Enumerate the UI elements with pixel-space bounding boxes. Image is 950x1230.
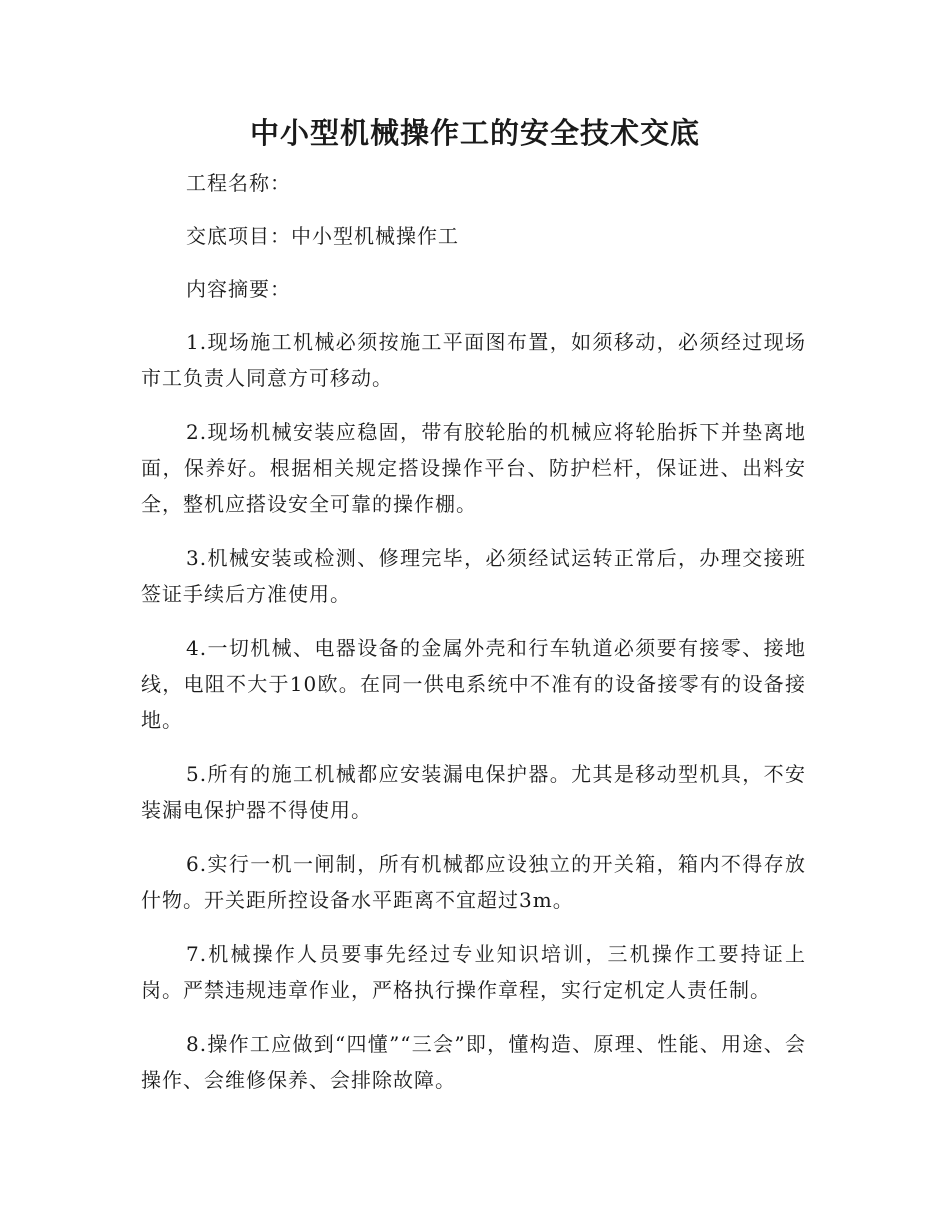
handover-item-field: 交底项目：中小型机械操作工 [186,224,459,248]
document-body [141,165,806,1116]
content-summary-label: 内容摘要： [186,277,291,301]
document-title: 中小型机械操作工的安全技术交底 [249,116,700,150]
clause-6: 6.实行一机一闸制，所有机械都应设独立的开关箱，箱内不得存放什物。开关距所控设备水平距离不宜超过3m。 [141,852,806,912]
clause-8: 8.操作工应做到“四懂”“三会”即，懂构造、原理、性能、用途、会操作、会维修保养、会排除故障。 [141,1032,806,1092]
clause-1: 1.现场施工机械必须按施工平面图布置，如须移动，必须经过现场市工负责人同意方可移动。 [141,330,806,390]
clause-3: 3.机械安装或检测、修理完毕，必须经试运转正常后，办理交接班签证手续后方准使用。 [141,546,806,606]
clause-2: 2.现场机械安装应稳固，带有胶轮胎的机械应将轮胎拆下并垫离地面，保养好。根据相关规定搭设操作平台、防护栏杆，保证进、出料安全，整机应搭设安全可靠的操作棚。 [141,420,806,516]
clause-4: 4.一切机械、电器设备的金属外壳和行车轨道必须要有接零、接地线，电阻不大于10欧。在同一供电系统中不准有的设备接零有的设备接地。 [141,636,806,732]
clause-5: 5.所有的施工机械都应安装漏电保护器。尤其是移动型机具，不安装漏电保护器不得使用。 [141,762,806,822]
clause-7: 7.机械操作人员要事先经过专业知识培训，三机操作工要持证上岗。严禁违规违章作业，严格执行操作章程，实行定机定人责任制。 [141,942,806,1002]
project-name-field: 工程名称： [186,171,291,195]
